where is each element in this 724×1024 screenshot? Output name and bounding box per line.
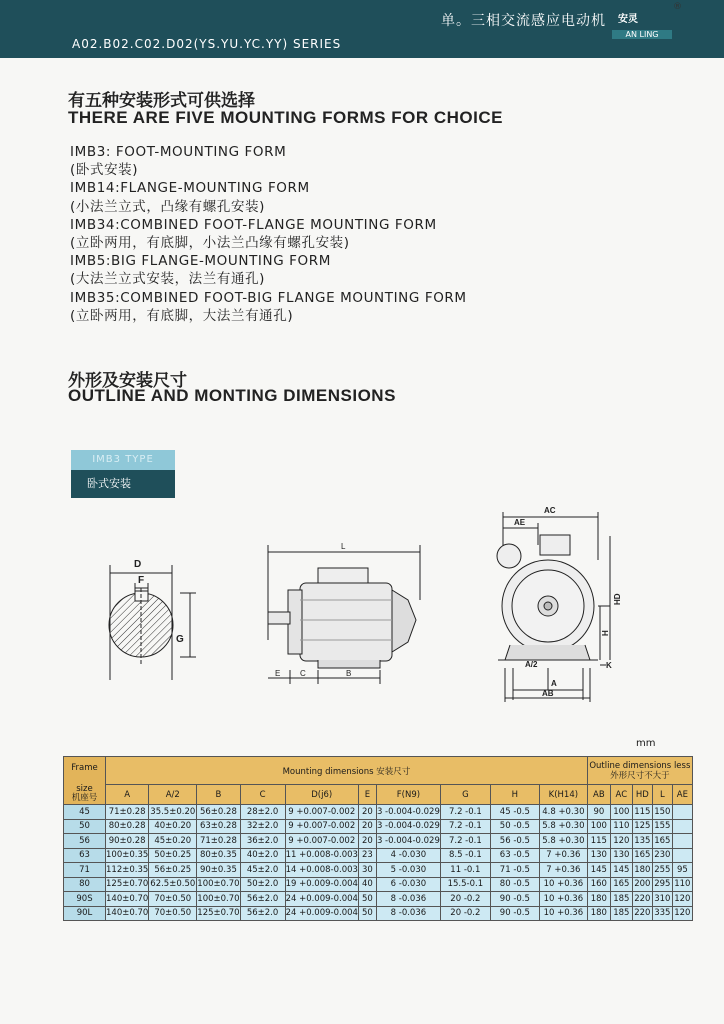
table-header-row xyxy=(64,757,693,785)
table-row xyxy=(64,877,693,892)
label-AE: AE xyxy=(514,518,526,527)
column-header: AB xyxy=(587,785,610,805)
table-cell: 145 xyxy=(610,863,632,878)
table-cell: 130 xyxy=(610,848,632,863)
logo-cn-text: 安灵 xyxy=(618,14,638,25)
table-cell: 56±2.0 xyxy=(240,906,285,921)
table-cell: 40±2.0 xyxy=(240,848,285,863)
table-cell: 220 xyxy=(632,906,652,921)
table-cell: 155 xyxy=(652,819,672,834)
frame-size-cell: 71 xyxy=(64,863,106,878)
table-cell: 90 -0.5 xyxy=(490,892,539,907)
table-cell: 20 xyxy=(358,805,376,820)
frame-size-cell: 80 xyxy=(64,877,106,892)
table-cell: 90 xyxy=(587,805,610,820)
table-cell: 100 xyxy=(610,805,632,820)
table-row xyxy=(64,834,693,849)
table-cell xyxy=(672,834,692,849)
dimensions-title-cn: 外形及安装尺寸 xyxy=(68,371,187,391)
table-cell: 50 xyxy=(358,906,376,921)
dimensions-table xyxy=(63,756,693,921)
table-cell: 165 xyxy=(632,848,652,863)
table-cell: 115 xyxy=(587,834,610,849)
dimensions-title-en: OUTLINE AND MONTING DIMENSIONS xyxy=(68,386,396,405)
table-cell: 24 +0.009-0.004 xyxy=(285,906,358,921)
type-badge-code: IMB3 TYPE xyxy=(71,450,175,470)
table-cell: 50 xyxy=(358,892,376,907)
table-cell xyxy=(672,805,692,820)
table-cell: 185 xyxy=(610,892,632,907)
label-C: C xyxy=(300,669,306,678)
table-cell: 100 xyxy=(587,819,610,834)
table-row xyxy=(64,863,693,878)
table-cell: 295 xyxy=(652,877,672,892)
unit-label: mm xyxy=(636,738,656,749)
form-line: IMB35:COMBINED FOOT-BIG FLANGE MOUNTING FORM xyxy=(70,289,467,306)
motor-side-view-drawing xyxy=(268,545,420,684)
frame-size-cell: 50 xyxy=(64,819,106,834)
table-cell xyxy=(672,819,692,834)
table-cell: 5.8 +0.30 xyxy=(539,834,587,849)
table-cell: 8 -0.036 xyxy=(376,906,440,921)
table-row xyxy=(64,819,693,834)
table-cell: 200 xyxy=(632,877,652,892)
label-B: B xyxy=(346,669,352,678)
table-cell: 24 +0.009-0.004 xyxy=(285,892,358,907)
column-header: C xyxy=(240,785,285,805)
table-cell: 120 xyxy=(672,906,692,921)
label-HD: HD xyxy=(613,593,622,605)
table-cell: 230 xyxy=(652,848,672,863)
table-cell: 125±0.70 xyxy=(197,906,240,921)
form-line: IMB3: FOOT-MOUNTING FORM xyxy=(70,144,287,160)
table-cell: 120 xyxy=(610,834,632,849)
form-line: (立卧两用，有底脚，大法兰有通孔) xyxy=(70,307,294,324)
table-cell: 10 +0.36 xyxy=(539,906,587,921)
type-badge-desc: 卧式安装 xyxy=(71,470,175,498)
table-cell: 180 xyxy=(587,906,610,921)
table-cell: 10 +0.36 xyxy=(539,892,587,907)
table-cell: 120 xyxy=(672,892,692,907)
table-cell: 70±0.50 xyxy=(149,906,197,921)
table-cell: 56±0.28 xyxy=(197,805,240,820)
frame-size-cell: 56 xyxy=(64,834,106,849)
motor-end-view-drawing xyxy=(497,512,610,702)
table-cell: 20 -0.2 xyxy=(440,906,490,921)
table-cell: 40±0.20 xyxy=(149,819,197,834)
table-cell: 255 xyxy=(652,863,672,878)
table-cell: 11 +0.008-0.003 xyxy=(285,848,358,863)
table-cell: 50±0.25 xyxy=(149,848,197,863)
label-F: F xyxy=(138,575,145,586)
table-cell: 20 -0.2 xyxy=(440,892,490,907)
table-cell: 63 -0.5 xyxy=(490,848,539,863)
table-row xyxy=(64,892,693,907)
table-cell: 56±0.25 xyxy=(149,863,197,878)
table-row xyxy=(64,906,693,921)
table-cell: 35.5±0.20 xyxy=(149,805,197,820)
table-cell: 20 xyxy=(358,819,376,834)
table-cell: 100±0.35 xyxy=(106,848,149,863)
table-cell: 11 -0.1 xyxy=(440,863,490,878)
table-cell: 80±0.28 xyxy=(106,819,149,834)
table-cell: 9 +0.007-0.002 xyxy=(285,834,358,849)
table-cell: 9 +0.007-0.002 xyxy=(285,819,358,834)
table-cell: 56 -0.5 xyxy=(490,834,539,849)
table-cell: 180 xyxy=(632,863,652,878)
column-header: F(N9) xyxy=(376,785,440,805)
table-cell: 3 -0.004-0.029 xyxy=(376,819,440,834)
table-cell: 140±0.70 xyxy=(106,906,149,921)
table-cell: 135 xyxy=(632,834,652,849)
table-cell: 7 +0.36 xyxy=(539,848,587,863)
column-header: E xyxy=(358,785,376,805)
label-D: D xyxy=(134,559,142,570)
table-cell: 32±2.0 xyxy=(240,819,285,834)
frame-size-cell: 90L xyxy=(64,906,106,921)
table-cell: 3 -0.004-0.029 xyxy=(376,834,440,849)
form-line: IMB34:COMBINED FOOT-FLANGE MOUNTING FORM xyxy=(70,216,437,233)
header-title: 单。三相交流感应电动机 xyxy=(441,13,606,29)
table-cell: 90 -0.5 xyxy=(490,906,539,921)
table-cell: 36±2.0 xyxy=(240,834,285,849)
table-cell: 220 xyxy=(632,892,652,907)
table-cell: 50±2.0 xyxy=(240,877,285,892)
table-cell: 71 -0.5 xyxy=(490,863,539,878)
form-line: IMB5:BIG FLANGE-MOUNTING FORM xyxy=(70,253,331,270)
column-header: A xyxy=(106,785,149,805)
table-cell: 5 -0.030 xyxy=(376,863,440,878)
mounting-forms-title-cn: 有五种安装形式可供选择 xyxy=(68,91,255,111)
form-line: (立卧两用，有底脚，小法兰凸缘有螺孔安装) xyxy=(70,235,350,252)
form-line: IMB14:FLANGE-MOUNTING FORM xyxy=(70,180,310,197)
table-cell: 40 xyxy=(358,877,376,892)
table-cell: 6 -0.030 xyxy=(376,877,440,892)
table-cell: 8 -0.036 xyxy=(376,892,440,907)
table-cell: 7.2 -0.1 xyxy=(440,819,490,834)
table-cell: 71±0.28 xyxy=(106,805,149,820)
label-AC: AC xyxy=(544,506,556,515)
frame-size-cell: 45 xyxy=(64,805,106,820)
mounting-dimensions-header: Mounting dimensions 安装尺寸 xyxy=(106,757,588,785)
label-E: E xyxy=(275,669,281,678)
frame-size-header: size 机座号 xyxy=(64,785,106,805)
table-cell: 5.8 +0.30 xyxy=(539,819,587,834)
table-cell: 80±0.35 xyxy=(197,848,240,863)
mounting-forms-title-en: THERE ARE FIVE MOUNTING FORMS FOR CHOICE xyxy=(68,108,503,127)
form-line: (小法兰立式，凸缘有螺孔安装) xyxy=(70,198,266,215)
table-cell: 19 +0.009-0.004 xyxy=(285,877,358,892)
column-header: AC xyxy=(610,785,632,805)
table-cell: 63±0.28 xyxy=(197,819,240,834)
table-row xyxy=(64,805,693,820)
column-header: G xyxy=(440,785,490,805)
column-header: H xyxy=(490,785,539,805)
table-cell: 100±0.70 xyxy=(197,877,240,892)
frame-size-cell: 90S xyxy=(64,892,106,907)
form-line: (卧式安装) xyxy=(70,162,139,179)
logo-en-text: AN LING xyxy=(612,30,672,39)
outline-dimensions-header: Outline dimensions less 外形尺寸不大于 xyxy=(587,757,692,785)
table-cell: 125±0.70 xyxy=(106,877,149,892)
form-line: (大法兰立式安装，法兰有通孔) xyxy=(70,271,266,288)
table-cell: 165 xyxy=(610,877,632,892)
table-cell: 140±0.70 xyxy=(106,892,149,907)
table-cell: 30 xyxy=(358,863,376,878)
label-G: G xyxy=(176,634,184,645)
column-header: D(j6) xyxy=(285,785,358,805)
label-H: H xyxy=(601,630,610,636)
table-cell: 110 xyxy=(610,819,632,834)
column-header: B xyxy=(197,785,240,805)
table-cell: 100±0.70 xyxy=(197,892,240,907)
table-cell: 28±2.0 xyxy=(240,805,285,820)
table-cell: 9 +0.007-0.002 xyxy=(285,805,358,820)
table-cell: 115 xyxy=(632,805,652,820)
table-cell: 23 xyxy=(358,848,376,863)
table-cell: 130 xyxy=(587,848,610,863)
table-cell: 180 xyxy=(587,892,610,907)
frame-header: Frame xyxy=(64,757,106,785)
table-cell: 112±0.35 xyxy=(106,863,149,878)
table-cell: 125 xyxy=(632,819,652,834)
table-cell: 3 -0.004-0.029 xyxy=(376,805,440,820)
table-cell: 90±0.35 xyxy=(197,863,240,878)
table-cell: 80 -0.5 xyxy=(490,877,539,892)
table-cell: 56±2.0 xyxy=(240,892,285,907)
table-cell: 20 xyxy=(358,834,376,849)
table-cell: 4 -0.030 xyxy=(376,848,440,863)
table-cell: 4.8 +0.30 xyxy=(539,805,587,820)
table-cell: 185 xyxy=(610,906,632,921)
label-A: A xyxy=(551,679,557,688)
table-cell: 310 xyxy=(652,892,672,907)
table-cell: 70±0.50 xyxy=(149,892,197,907)
table-cell: 8.5 -0.1 xyxy=(440,848,490,863)
table-cell: 165 xyxy=(652,834,672,849)
label-K: K xyxy=(606,661,612,670)
table-cell: 145 xyxy=(587,863,610,878)
table-cell: 95 xyxy=(672,863,692,878)
table-cell xyxy=(672,848,692,863)
table-cell: 45±2.0 xyxy=(240,863,285,878)
column-header: L xyxy=(652,785,672,805)
label-AB: AB xyxy=(542,689,554,698)
table-cell: 7.2 -0.1 xyxy=(440,805,490,820)
table-cell: 45±0.20 xyxy=(149,834,197,849)
label-L: L xyxy=(341,542,346,551)
table-cell: 7 +0.36 xyxy=(539,863,587,878)
table-cell: 10 +0.36 xyxy=(539,877,587,892)
registered-mark: ® xyxy=(673,2,682,12)
table-cell: 71±0.28 xyxy=(197,834,240,849)
label-A-half: A/2 xyxy=(525,660,538,669)
column-header: A/2 xyxy=(149,785,197,805)
shaft-section-drawing xyxy=(109,565,196,680)
table-cell: 90±0.28 xyxy=(106,834,149,849)
table-cell: 110 xyxy=(672,877,692,892)
table-cell: 62.5±0.50 xyxy=(149,877,197,892)
table-cell: 160 xyxy=(587,877,610,892)
table-cell: 7.2 -0.1 xyxy=(440,834,490,849)
column-header: HD xyxy=(632,785,652,805)
series-label: A02.B02.C02.D02(YS.YU.YC.YY) SERIES xyxy=(72,37,342,51)
frame-size-cell: 63 xyxy=(64,848,106,863)
table-cell: 150 xyxy=(652,805,672,820)
table-cell: 45 -0.5 xyxy=(490,805,539,820)
column-header: K(H14) xyxy=(539,785,587,805)
column-header: AE xyxy=(672,785,692,805)
column-header-row xyxy=(64,785,693,805)
table-cell: 50 -0.5 xyxy=(490,819,539,834)
table-row xyxy=(64,848,693,863)
table-cell: 15.5-0.1 xyxy=(440,877,490,892)
table-cell: 335 xyxy=(652,906,672,921)
table-cell: 14 +0.008-0.003 xyxy=(285,863,358,878)
